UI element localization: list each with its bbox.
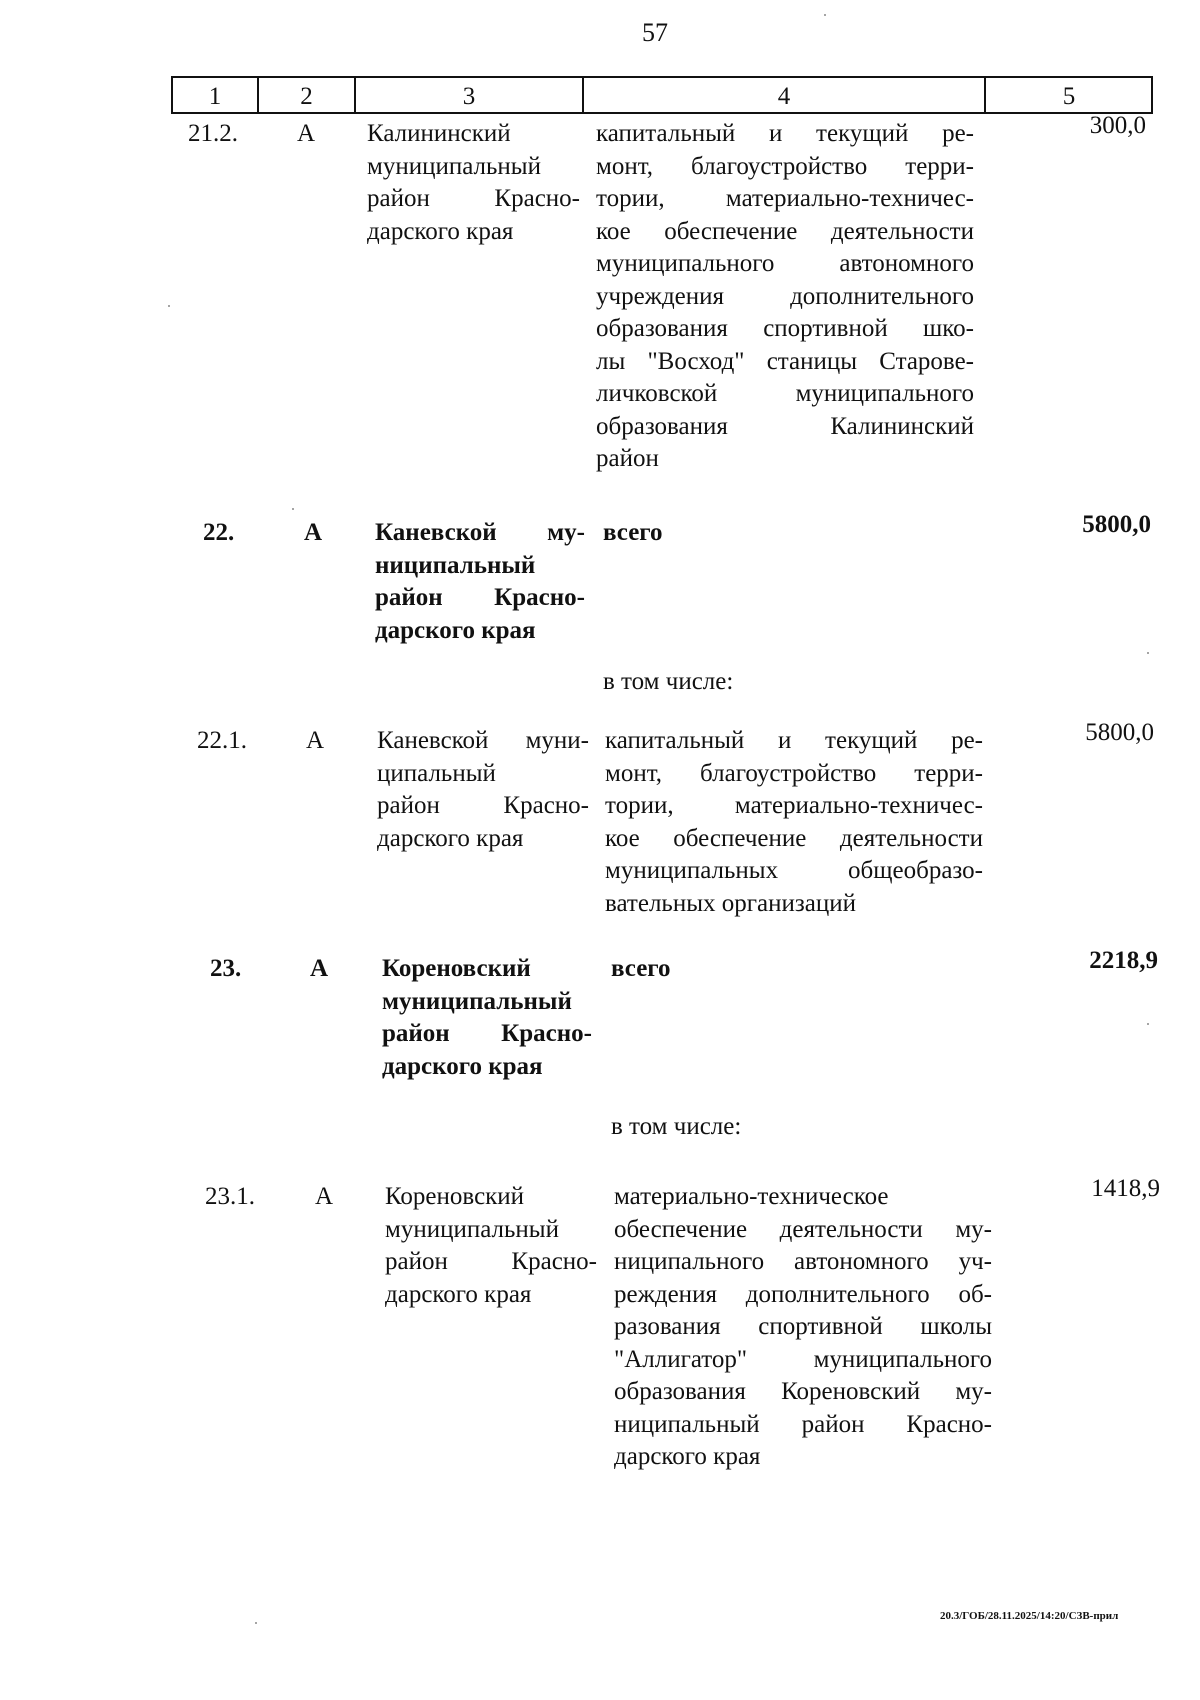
region-name-line: Кореновский xyxy=(382,955,531,982)
purpose-description-line: ниципального автономного уч- xyxy=(614,1248,992,1275)
header-col-5: 5 xyxy=(1062,83,1076,110)
scan-speck xyxy=(168,305,170,307)
purpose-description-line: личковской муниципального xyxy=(596,380,974,407)
amount-value: 2218,9 xyxy=(1089,947,1158,974)
document-code: 20.3/ГОБ/28.11.2025/14:20/СЗВ-прил xyxy=(940,1610,1119,1622)
header-col-4: 4 xyxy=(584,78,986,112)
purpose-description-line: монт, благоустройство терри- xyxy=(605,759,983,787)
region-name-line: дарского края xyxy=(367,217,514,245)
purpose-description-line: обеспечение деятельности му- xyxy=(614,1215,992,1243)
row-number: 23. xyxy=(210,955,242,982)
purpose-description-line: муниципального автономного xyxy=(596,250,974,277)
region-name-line: Калининский xyxy=(367,120,511,147)
amount-value: 300,0 xyxy=(1089,112,1146,139)
purpose-description-line: вательных организаций xyxy=(605,889,856,917)
row-category: А xyxy=(310,955,329,982)
including-label: в том числе: xyxy=(611,1113,742,1140)
purpose-description-line: капитальный и текущий ре- xyxy=(605,727,983,754)
purpose-description-line: материально-техническое xyxy=(614,1183,889,1210)
scan-speck xyxy=(1147,1023,1149,1025)
purpose-description-line: разования спортивной школы xyxy=(614,1313,992,1340)
table-header xyxy=(171,76,1153,114)
region-name-line: район Красно- xyxy=(382,1020,592,1047)
purpose-description-line: лы "Восход" станицы Старове- xyxy=(596,347,974,375)
region-name-line: Каневской му- xyxy=(375,519,585,546)
row-number: 23.1. xyxy=(205,1183,255,1210)
row-number: 21.2. xyxy=(188,120,238,147)
region-name-line: район Красно- xyxy=(375,584,585,611)
region-name-line: Каневской муни- xyxy=(377,727,589,754)
region-name-line: дарского края xyxy=(382,1052,543,1080)
amount-value: 5800,0 xyxy=(1085,719,1154,746)
header-col-1: 1 xyxy=(173,78,259,112)
purpose-description-line: "Аллигатор" муниципального xyxy=(614,1345,992,1373)
region-name-line: ципальный xyxy=(377,759,496,787)
purpose-description-line: кое обеспечение деятельности xyxy=(596,217,974,245)
purpose-description-line: дарского края xyxy=(614,1443,761,1470)
region-name-line: муниципальный xyxy=(385,1215,559,1243)
row-number: 22.1. xyxy=(197,727,247,754)
purpose-description-line: кое обеспечение деятельности xyxy=(605,824,983,852)
region-name-line: район Красно- xyxy=(385,1248,597,1275)
region-name-line: Кореновский xyxy=(385,1183,525,1210)
region-name-line: дарского края xyxy=(375,616,536,644)
purpose-description-line: муниципальных общеобразо- xyxy=(605,857,983,884)
purpose-description-line: реждения дополнительного об- xyxy=(614,1280,992,1308)
row-category: А xyxy=(304,519,323,546)
including-label: в том числе: xyxy=(603,668,734,695)
row-category: А xyxy=(315,1183,334,1210)
purpose-description-line: район xyxy=(596,445,659,472)
page-number: 57 xyxy=(642,18,668,47)
scan-speck xyxy=(1147,652,1149,654)
purpose-description-line: всего xyxy=(611,955,671,982)
header-col-2: 2 xyxy=(259,78,356,112)
region-name-line: ниципальный xyxy=(375,551,536,579)
scan-speck xyxy=(292,508,294,510)
region-name-line: дарского края xyxy=(377,824,524,852)
purpose-description-line: капитальный и текущий ре- xyxy=(596,120,974,147)
purpose-description-line: тории, материально-техничес- xyxy=(596,185,974,212)
region-name-line: муниципальный xyxy=(367,152,541,180)
scan-speck xyxy=(824,14,826,16)
amount-value: 1418,9 xyxy=(1091,1175,1160,1202)
purpose-description-line: учреждения дополнительного xyxy=(596,282,974,310)
purpose-description-line: образования спортивной шко- xyxy=(596,315,974,342)
scan-speck xyxy=(255,1622,257,1624)
region-name-line: район Красно- xyxy=(367,185,580,212)
purpose-description-line: образования Калининский xyxy=(596,412,974,440)
amount-value: 5800,0 xyxy=(1082,511,1151,538)
row-category: А xyxy=(297,120,316,147)
row-category: А xyxy=(306,727,325,754)
region-name-line: дарского края xyxy=(385,1280,532,1308)
purpose-description-line: ниципальный район Красно- xyxy=(614,1410,992,1438)
row-number: 22. xyxy=(203,519,235,546)
purpose-description-line: монт, благоустройство терри- xyxy=(596,152,974,180)
header-col-3: 3 xyxy=(356,78,584,112)
region-name-line: муниципальный xyxy=(382,987,572,1015)
purpose-description-line: всего xyxy=(603,519,663,546)
purpose-description-line: образования Кореновский му- xyxy=(614,1378,992,1405)
purpose-description-line: тории, материально-техничес- xyxy=(605,792,983,819)
region-name-line: район Красно- xyxy=(377,792,589,819)
